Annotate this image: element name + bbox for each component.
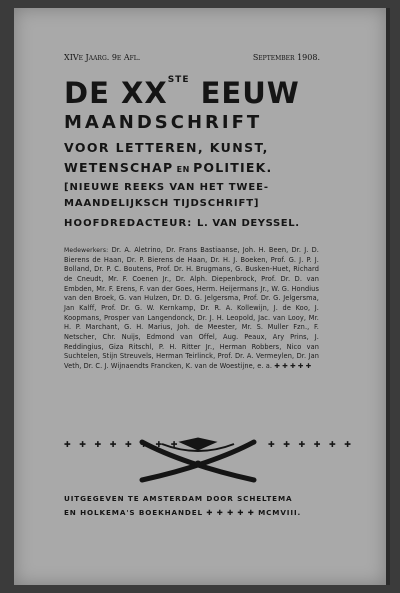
series-note-line-1: [NIEUWE REEKS VAN HET TWEE-: [64, 182, 269, 193]
issue-meta: [64, 53, 320, 62]
subtitle-part: EN: [173, 165, 194, 174]
ornament-crosses-left: ✚ ✚ ✚ ✚ ✚ ✚ ✚ ✚: [64, 440, 181, 449]
title-part: EEUW: [189, 76, 300, 110]
contributors-crosses: ✚ ✚ ✚ ✚ ✚: [274, 361, 312, 370]
series-note-line-2: MAANDELIJKSCH TIJDSCHRIFT]: [64, 198, 260, 209]
publication-year: MCMVIII.: [258, 508, 302, 517]
title-superscript: STE: [167, 75, 190, 85]
editor-name: L. VAN DEYSSEL.: [196, 218, 300, 229]
ornament-crosses-right: ✚ ✚ ✚ ✚ ✚ ✚: [268, 440, 354, 449]
title-part: DE XX: [64, 76, 168, 110]
editor-label: HOOFDREDACTEUR:: [64, 218, 197, 229]
cover-edge-shadow: [386, 8, 390, 585]
publisher-name: EN HOLKEMA'S BOEKHANDEL: [64, 508, 204, 517]
publisher-crosses: ✚ ✚ ✚ ✚ ✚: [203, 508, 259, 517]
editor-line: [64, 218, 340, 229]
contributors-lead: Medewerkers:: [64, 247, 109, 254]
subtitle-maandschrift: MAANDSCHRIFT: [64, 112, 263, 133]
subtitle-part: POLITIEK.: [193, 160, 273, 175]
publisher-line-1: UITGEGEVEN TE AMSTERDAM DOOR SCHELTEMA: [64, 494, 293, 503]
contributors-block: [64, 246, 319, 372]
volume-label: XIVe Jaarg. 9e Afl.: [64, 53, 141, 62]
issue-date: September 1908.: [252, 53, 320, 62]
contributors-list: Dr. A. Aletrino, Dr. Frans Bastiaanse, Joh. H. Been, Dr. J. D. Bierens de Haan, Dr. P. Bierens de Haan, Dr. H. J. Boeken, Prof. G. J. P. J. Bolland, Dr. P. C. Boutens, Prof. Dr. H. Brugmans, G. Busken-Huet, Richard de Cneudt, Mr. F. Coenen Jr., Dr. Alph. Diepenbrock, Prof. Dr. D. van Embden, Mr. F. Erens, F. van der Goes, Herm. Heijermans Jr., W. G. Hondius van den Broek, G. van Hulzen, Dr. D. G. Jelgersma, Prof. Dr. G. Jelgersma, Jan Kalff, Prof. Dr. G. W. Kernkamp, Dr. R. A. Kollewijn, J. de Koo, J. Koopmans, Prosper van Langendonck, Dr. J. H. Leopold, Jac. van Looy, Mr. H. P. Marchant, G. H. Marius, Joh. de Meester, Mr. S. Muller Fzn., F. Netscher, Chr. Nuijs, Edmond van Offel, Aug. Peaux, Ary Prins, J. Reddingius, Giza Ritschl, P. H. Ritter Jr., Herman Robbers, Nico van Suchtelen, Stijn Streuvels, Herman Teirlinck, Prof. Dr. A. Vermeylen, Dr. Jan Veth, Dr. C. J. Wijnaendts Francken, K. van de Woestijne, e. a.: [64, 246, 319, 370]
subtitle-part: WETENSCHAP: [64, 160, 174, 175]
magazine-title: [64, 76, 340, 110]
crossed-branches-ornament-icon: [128, 436, 268, 486]
publisher-line-2: [64, 508, 301, 517]
subtitle-line-4: [64, 160, 340, 175]
subtitle-line-3: VOOR LETTEREN, KUNST,: [64, 140, 269, 155]
